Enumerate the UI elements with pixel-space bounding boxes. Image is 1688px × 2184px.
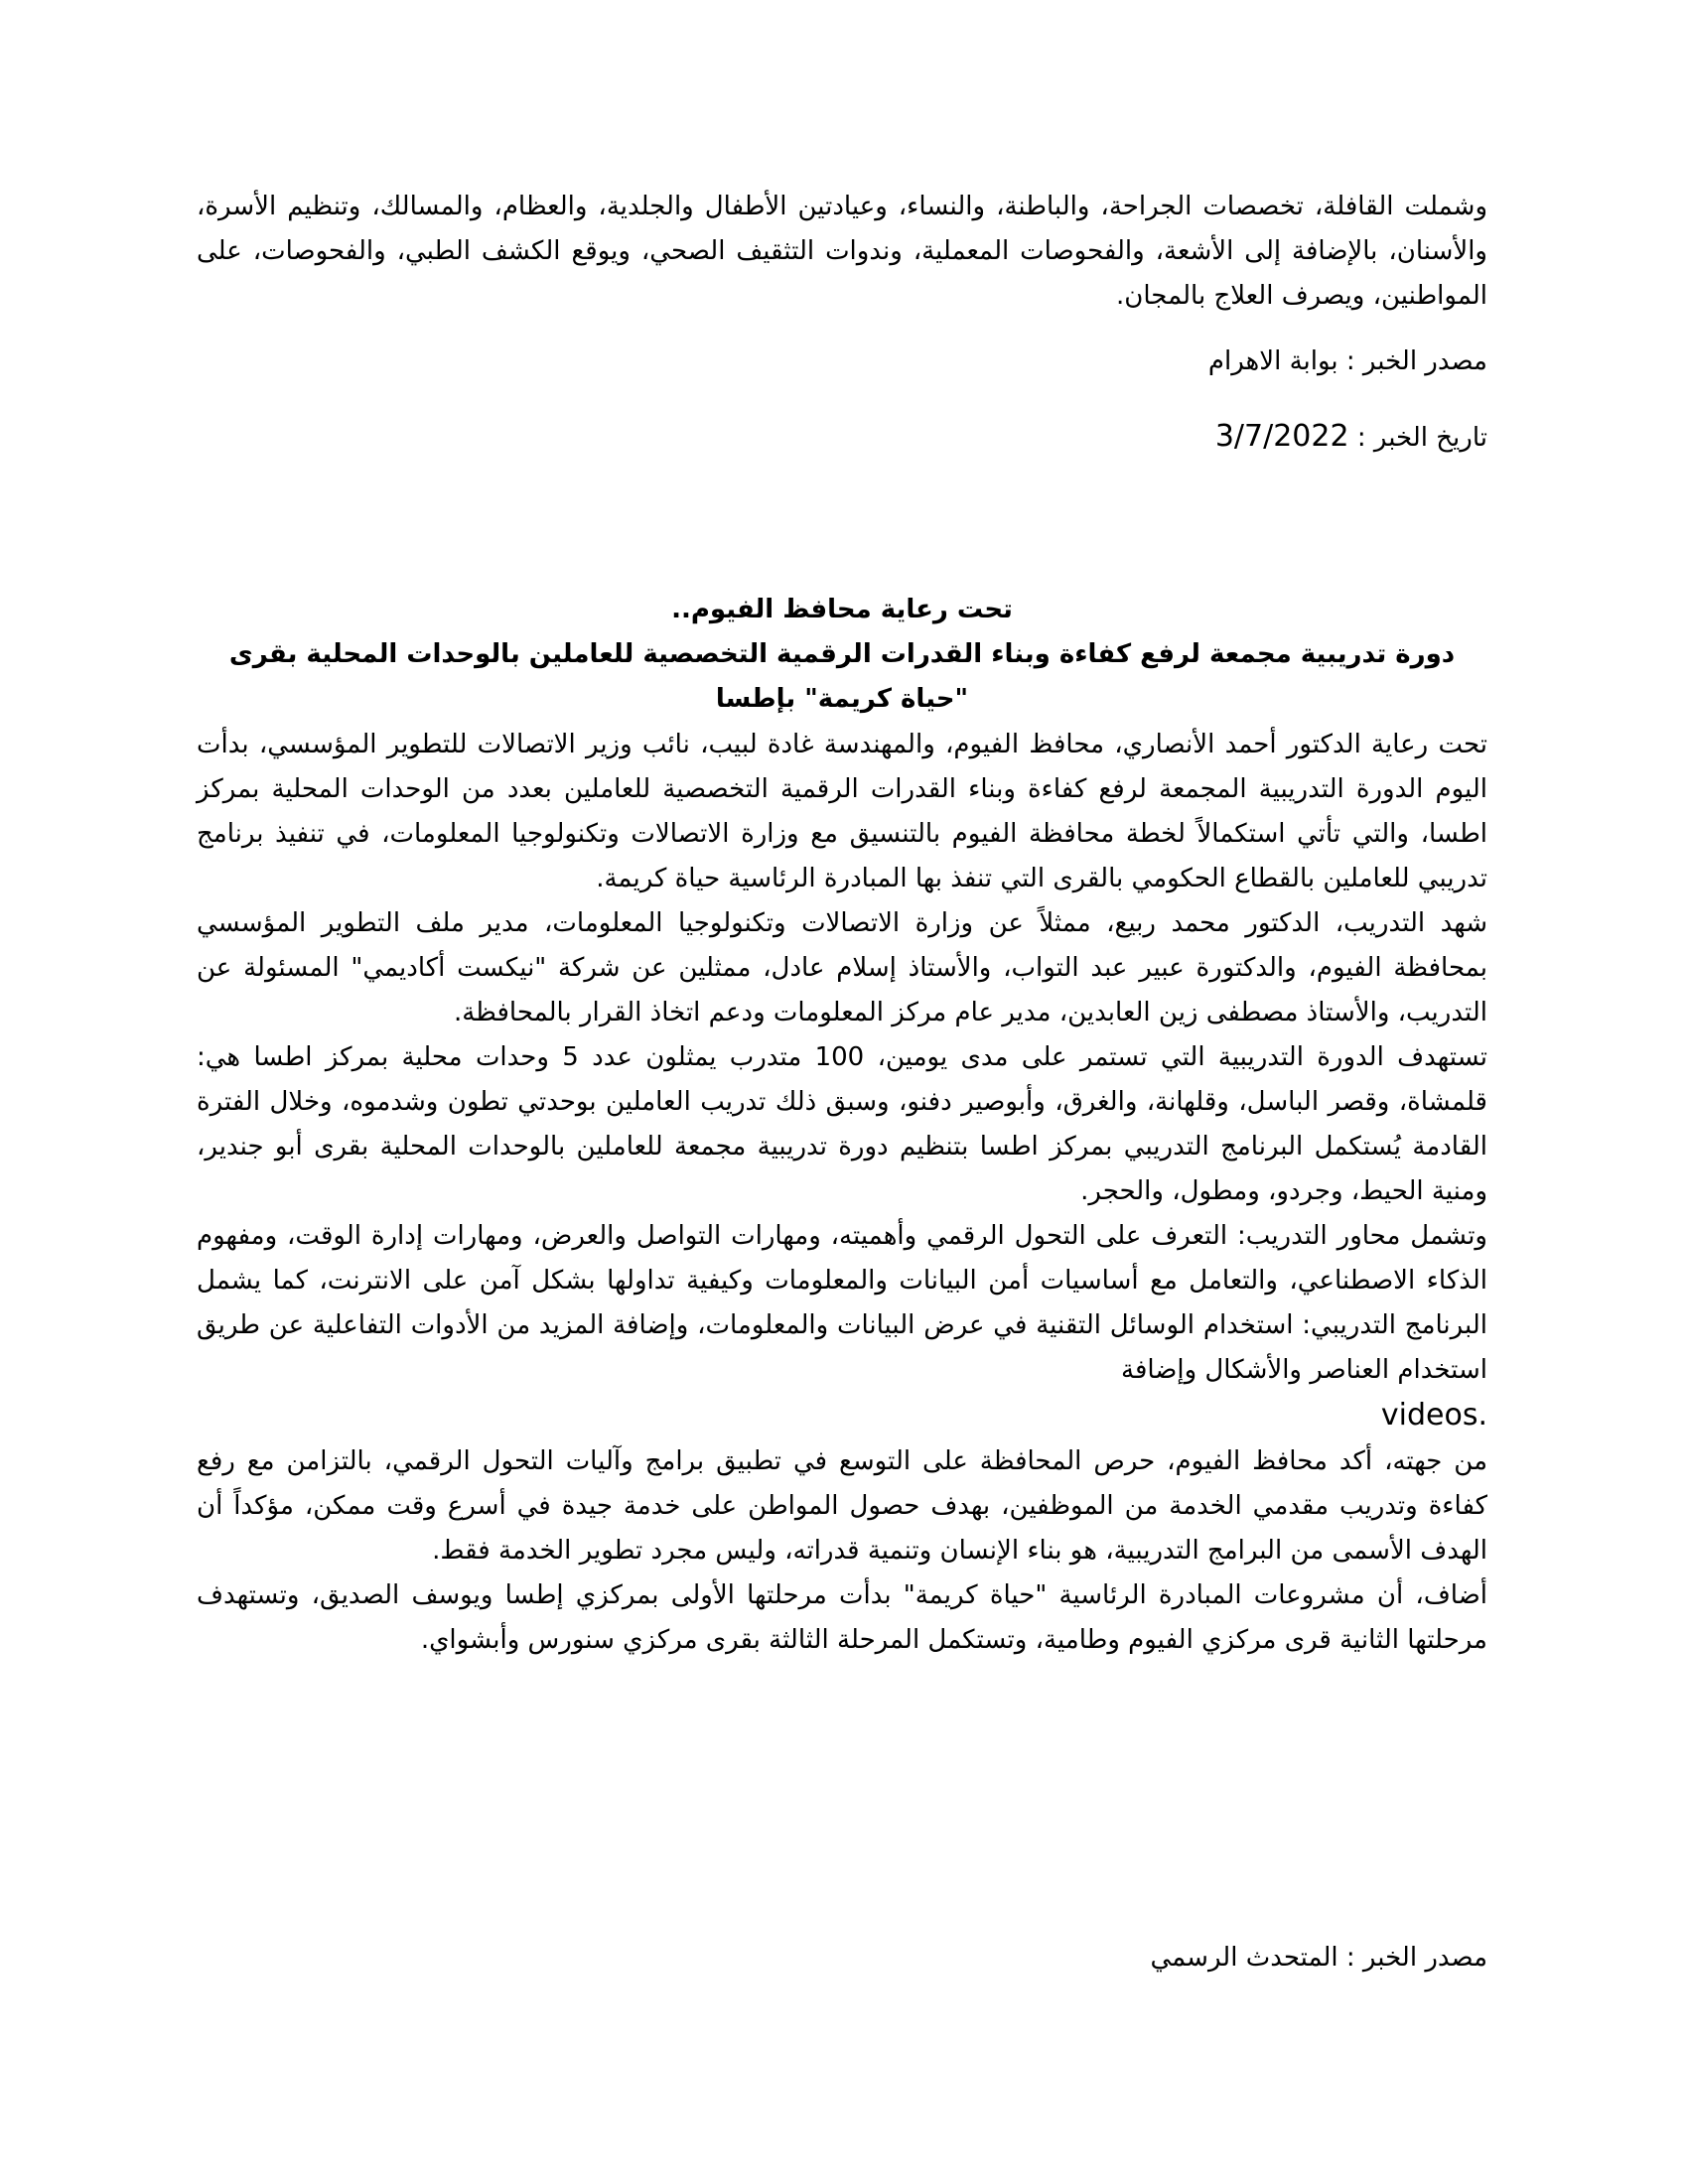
videos-word: videos.	[1380, 1398, 1487, 1433]
article-paragraph-5: من جهته، أكد محافظ الفيوم، حرص المحافظة على التوسع في تطبيق برامج وآليات التحول الرقمي، بالتزامن مع رفع كفاءة وتدريب مقدمي الخدمة من الموظفين، بهدف حصول المواطن على خدمة جيدة في أسرع وقت ممكن، مؤكداً أن الهدف الأسمى من البرامج التدريبية، هو بناء الإنسان وتنمية قدراته، وليس مجرد تطوير الخدمة فقط.	[197, 1446, 1487, 1566]
article-paragraph-3: تستهدف الدورة التدريبية التي تستمر على مدى يومين، 100 متدرب يمثلون عدد 5 وحدات محلية بمركز اطسا هي: قلمشاة، وقصر الباسل، وقلهانة، والغرق، وأبوصير دفنو، وسبق ذلك تدريب العاملين بوحدتي تطون وشدموه، وخلال الفترة القادمة يُستكمل البرنامج التدريبي بمركز اطسا بتنظيم دورة تدريبية مجمعة للعاملين بالوحدات المحلية بقرى أبو جندير، ومنية الحيط، وجردو، ومطول، والحجر.	[197, 1042, 1488, 1206]
article-headline-line-1: دورة تدريبية مجمعة لرفع كفاءة وبناء القدرات الرقمية التخصصية للعاملين بالوحدات المحلية بقرى	[228, 639, 1456, 669]
article-kicker: تحت رعاية محافظ الفيوم..	[671, 595, 1013, 624]
previous-article-body: وشملت القافلة، تخصصات الجراحة، والباطنة، والنساء، وعيادتين الأطفال والجلدية، والعظام، والمسالك، وتنظيم الأسرة، والأسنان، بالإضافة إلى الأشعة، والفحوصات المعملية، وندوات التثقيف الصحي، ويوقع الكشف الطبي، والفحوصات، على المواطنين، ويصرف العلاج بالمجان.	[197, 192, 1487, 311]
article-paragraph-2: شهد التدريب، الدكتور محمد ربيع، ممثلاً عن وزارة الاتصالات وتكنولوجيا المعلومات، مدير ملف التطوير المؤسسي بمحافظة الفيوم، والدكتورة عبير عبد التواب، والأستاذ إسلام عادل، ممثلين عن شركة "نيكست أكاديمي" المسئولة عن التدريب، والأستاذ مصطفى زين العابدين، مدير عام مركز المعلومات ودعم اتخاذ القرار بالمحافظة.	[197, 908, 1487, 1027]
date-value: 3/7/2022	[1214, 419, 1349, 454]
previous-article-date	[197, 414, 1487, 461]
article-source-block	[197, 1936, 1487, 1980]
article-headline-line-2: "حياة كريمة" بإطسا	[715, 684, 969, 714]
date-label: تاريخ الخبر :	[1356, 423, 1487, 453]
article-source: مصدر الخبر : المتحدث الرسمي	[1150, 1943, 1487, 1973]
previous-article-source-block	[197, 340, 1487, 384]
previous-article-date-block	[197, 414, 1487, 461]
article-paragraph-6: أضاف، أن مشروعات المبادرة الرئاسية "حياة كريمة" بدأت مرحلتها الأولى بمركزي إطسا ويوسف الصديق، وتستهدف مرحلتها الثانية قرى مركزي الفيوم وطامية، وتستكمل المرحلة الثالثة بقرى مركزي سنورس وأبشواي.	[197, 1580, 1487, 1655]
article-paragraph-4-trailing	[197, 1393, 1487, 1439]
previous-article-source: مصدر الخبر : بوابة الاهرام	[1207, 346, 1487, 376]
article-paragraph-1: تحت رعاية الدكتور أحمد الأنصاري، محافظ الفيوم، والمهندسة غادة لبيب، نائب وزير الاتصالات للتطوير المؤسسي، بدأت اليوم الدورة التدريبية المجمعة لرفع كفاءة وبناء القدرات الرقمية التخصصية للعاملين بعدد من الوحدات المحلية بمركز اطسا، والتي تأتي استكمالاً لخطة محافظة الفيوم بالتنسيق مع وزارة الاتصالات وتكنولوجيا المعلومات، في تنفيذ برنامج تدريبي للعاملين بالقطاع الحكومي بالقرى التي تنفذ بها المبادرة الرئاسية حياة كريمة.	[197, 730, 1487, 893]
article-body	[197, 723, 1487, 1663]
previous-article-body-block	[197, 185, 1487, 319]
article-paragraph-4: وتشمل محاور التدريب: التعرف على التحول الرقمي وأهميته، ومهارات التواصل والعرض، ومهارات إدارة الوقت، ومفهوم الذكاء الاصطناعي، والتعامل مع أساسيات أمن البيانات والمعلومات وكيفية تداولها بشكل آمن على الانترنت، كما يشمل البرنامج التدريبي: استخدام الوسائل التقنية في عرض البيانات والمعلومات، وإضافة المزيد من الأدوات التفاعلية عن طريق استخدام العناصر والأشكال وإضافة	[197, 1221, 1487, 1385]
article-headline-block	[197, 588, 1487, 722]
